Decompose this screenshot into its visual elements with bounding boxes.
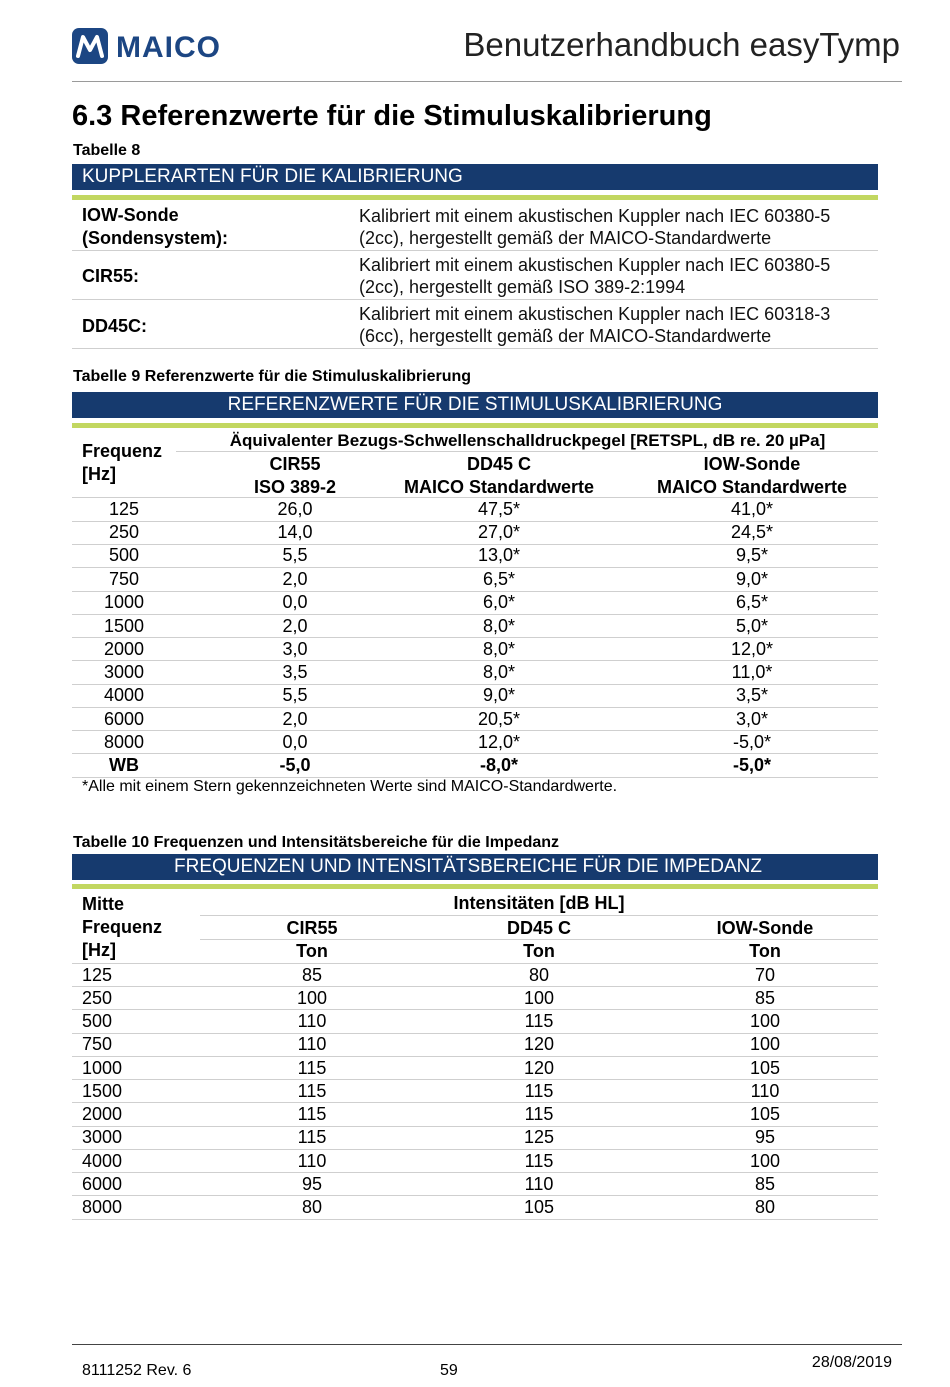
cell-iow-sonde: 80 (754, 1197, 776, 1217)
table9-row (72, 544, 878, 567)
cell-dd45c: -8,0* (479, 755, 519, 775)
table10-row (72, 1150, 878, 1173)
cell-cir55: 2,0 (282, 569, 308, 589)
cell-dd45c: 105 (523, 1197, 555, 1217)
table10-row (72, 1103, 878, 1126)
header-line: CIR55 (286, 918, 338, 938)
cell-dd45c: 27,0* (477, 522, 521, 542)
row-label: CIR55: (82, 266, 140, 286)
cell-dd45c: 115 (524, 1011, 554, 1031)
cell-dd45c: 8,0* (482, 616, 516, 636)
cell-iow-sonde: 100 (749, 1151, 781, 1171)
header-line: Frequenz (82, 917, 163, 937)
document-date: 28/08/2019 (811, 1354, 892, 1371)
cell-frequency: 125 (82, 965, 113, 985)
table9-caption: Tabelle 9 Referenzwerte für die Stimuluskalibrierung (73, 368, 472, 385)
cell-frequency: 1000 (103, 592, 145, 612)
table9-row (72, 661, 878, 684)
header-line: IOW-Sonde (703, 454, 801, 474)
cell-dd45c: 12,0* (477, 732, 521, 752)
header-line: CIR55 (269, 454, 321, 474)
cell-iow-sonde: 3,5* (735, 685, 769, 705)
table10-row (72, 964, 878, 987)
table8-caption: Tabelle 8 (73, 142, 141, 159)
cell-iow-sonde: -5,0* (732, 732, 772, 752)
table10-row (72, 1010, 878, 1033)
table9-row (72, 615, 878, 638)
row-description-line: Kalibriert mit einem akustischen Kuppler nach IEC 60380-5 (359, 206, 831, 226)
row-description (359, 303, 830, 347)
header-line: MAICO Standardwerte (403, 477, 595, 497)
table10-accent-rule (72, 884, 878, 889)
cell-iow-sonde: 12,0* (730, 639, 774, 659)
cell-frequency: 6000 (82, 1174, 123, 1194)
column-subheader-cir55: Ton (296, 941, 328, 961)
row-description-line: Kalibriert mit einem akustischen Kuppler nach IEC 60380-5 (359, 255, 831, 275)
table10-row (72, 1057, 878, 1080)
svg-text:MAICO: MAICO (116, 31, 221, 64)
cell-frequency: 250 (108, 522, 140, 542)
table9-row (72, 498, 878, 521)
cell-dd45c: 115 (524, 1081, 554, 1101)
table9-accent-rule (72, 423, 878, 428)
cell-iow-sonde: 5,0* (735, 616, 769, 636)
cell-frequency: 750 (82, 1034, 113, 1054)
cell-iow-sonde: 70 (754, 965, 776, 985)
table9-row (72, 731, 878, 754)
cell-iow-sonde: 85 (754, 988, 776, 1008)
header-line: DD45 C (466, 454, 532, 474)
cell-iow-sonde: 9,5* (735, 545, 769, 565)
table9-title-bar: REFERENZWERTE FÜR DIE STIMULUSKALIBRIERUNG (72, 392, 878, 418)
cell-iow-sonde: -5,0* (732, 755, 772, 775)
cell-dd45c: 120 (523, 1034, 555, 1054)
header-divider (176, 451, 878, 452)
cell-dd45c: 47,5* (477, 499, 521, 519)
cell-cir55: 110 (297, 1011, 327, 1031)
cell-iow-sonde: 95 (754, 1127, 776, 1147)
cell-dd45c: 80 (528, 965, 550, 985)
column-header-iow-sonde (665, 917, 865, 940)
row-divider (72, 299, 878, 300)
cell-cir55: 5,5 (282, 545, 308, 565)
header-divider (72, 81, 902, 82)
cell-dd45c: 115 (524, 1104, 554, 1124)
table9-row (72, 568, 878, 591)
row-description (359, 205, 830, 249)
row-description-line: (2cc), hergestellt gemäß der MAICO-Standardwerte (359, 228, 772, 248)
cell-cir55: 2,0 (282, 709, 308, 729)
header-line: DD45 C (506, 918, 572, 938)
row-description-line: (2cc), hergestellt gemäß ISO 389-2:1994 (359, 277, 686, 297)
cell-frequency: 4000 (82, 1151, 123, 1171)
frequency-header (82, 440, 162, 486)
cell-frequency: 1500 (103, 616, 145, 636)
cell-frequency: 750 (108, 569, 140, 589)
column-subheader-iow-sonde: Ton (749, 941, 781, 961)
document-number: 8111252 Rev. 6 (82, 1362, 192, 1379)
header-line: [Hz] (82, 464, 116, 484)
page-number: 59 (440, 1362, 458, 1379)
column-header-dd45c (396, 453, 602, 499)
table10-title-bar: FREQUENZEN UND INTENSITÄTSBEREICHE FÜR DIE IMPEDANZ (72, 854, 878, 880)
header-line: Mitte (82, 894, 124, 914)
table8-accent-rule (72, 195, 878, 200)
cell-frequency: 1500 (82, 1081, 123, 1101)
cell-cir55: 115 (297, 1058, 327, 1078)
cell-cir55: 3,5 (282, 662, 308, 682)
column-header-cir55 (207, 453, 383, 499)
cell-cir55: 115 (297, 1104, 327, 1124)
cell-frequency: 2000 (82, 1104, 123, 1124)
cell-dd45c: 13,0* (477, 545, 521, 565)
cell-iow-sonde: 105 (749, 1104, 781, 1124)
cell-cir55: 95 (301, 1174, 323, 1194)
cell-frequency: 125 (108, 499, 140, 519)
cell-frequency: 500 (82, 1011, 113, 1031)
cell-cir55: 115 (297, 1081, 327, 1101)
cell-iow-sonde: 24,5* (730, 522, 774, 542)
row-label-line: IOW-Sonde (82, 205, 179, 225)
table10-caption: Tabelle 10 Frequenzen und Intensitätsbereiche für die Impedanz (73, 834, 560, 851)
cell-dd45c: 115 (524, 1151, 554, 1171)
cell-cir55: 85 (301, 965, 323, 985)
header-divider (200, 915, 878, 916)
footer-divider (72, 1344, 902, 1345)
cell-dd45c: 8,0* (482, 639, 516, 659)
cell-dd45c: 20,5* (477, 709, 521, 729)
table9-row (72, 708, 878, 731)
table9-row (72, 638, 878, 661)
column-header-cir55 (212, 917, 412, 940)
maico-logo (72, 26, 262, 66)
cell-dd45c: 110 (524, 1174, 554, 1194)
cell-iow-sonde: 41,0* (730, 499, 774, 519)
cell-iow-sonde: 105 (749, 1058, 781, 1078)
cell-dd45c: 6,0* (482, 592, 516, 612)
cell-frequency: 1000 (82, 1058, 123, 1078)
cell-frequency: 250 (82, 988, 113, 1008)
header-line: IOW-Sonde (716, 918, 814, 938)
cell-frequency: 2000 (103, 639, 145, 659)
cell-frequency: WB (109, 755, 139, 775)
table9-row (72, 591, 878, 614)
cell-iow-sonde: 3,0* (735, 709, 769, 729)
cell-frequency: 8000 (82, 1197, 123, 1217)
cell-cir55: 80 (301, 1197, 323, 1217)
cell-iow-sonde: 110 (750, 1081, 780, 1101)
cell-cir55: 0,0 (282, 732, 308, 752)
cell-frequency: 500 (108, 545, 140, 565)
cell-cir55: 100 (296, 988, 328, 1008)
table10-row (72, 1126, 878, 1149)
column-header-iow-sonde (642, 453, 862, 499)
header-line: Frequenz (82, 441, 163, 461)
row-description (359, 254, 830, 298)
cell-cir55: 110 (297, 1034, 327, 1054)
table9-footnote: *Alle mit einem Stern gekennzeichneten Werte sind MAICO-Standardwerte. (82, 778, 618, 795)
cell-iow-sonde: 11,0* (731, 662, 773, 682)
cell-dd45c: 120 (523, 1058, 555, 1078)
row-divider (72, 348, 878, 349)
cell-iow-sonde: 85 (754, 1174, 776, 1194)
cell-cir55: 110 (297, 1151, 327, 1171)
cell-frequency: 8000 (103, 732, 145, 752)
column-header-dd45c (439, 917, 639, 940)
cell-iow-sonde: 100 (749, 1011, 781, 1031)
frequency-header (82, 893, 162, 962)
cell-dd45c: 9,0* (482, 685, 516, 705)
table10-row (72, 1080, 878, 1103)
retspl-group-header: Äquivalenter Bezugs-Schwellenschalldruckpegel [RETSPL, dB re. 20 µPa] (229, 431, 826, 450)
row-divider (72, 250, 878, 251)
cell-dd45c: 100 (523, 988, 555, 1008)
cell-iow-sonde: 9,0* (735, 569, 769, 589)
table10-row (72, 1173, 878, 1196)
cell-cir55: 5,5 (282, 685, 308, 705)
cell-cir55: 115 (297, 1127, 327, 1147)
row-description-line: (6cc), hergestellt gemäß der MAICO-Standardwerte (359, 326, 772, 346)
document-title: Benutzerhandbuch easyTymp (463, 26, 900, 63)
cell-frequency: 3000 (82, 1127, 123, 1147)
table8-title-bar: KUPPLERARTEN FÜR DIE KALIBRIERUNG (72, 164, 878, 190)
row-label: DD45C: (82, 316, 148, 336)
cell-frequency: 3000 (103, 662, 145, 682)
cell-iow-sonde: 100 (749, 1034, 781, 1054)
table10-row (72, 1033, 878, 1056)
column-subheader-dd45c: Ton (523, 941, 555, 961)
header-line: MAICO Standardwerte (656, 477, 848, 497)
cell-dd45c: 8,0* (482, 662, 516, 682)
cell-cir55: 3,0 (282, 639, 308, 659)
table10-row (72, 987, 878, 1010)
cell-cir55: -5,0 (279, 755, 311, 775)
header-line: [Hz] (82, 940, 116, 960)
cell-dd45c: 6,5* (482, 569, 516, 589)
table9-row (72, 521, 878, 544)
header-line: ISO 389-2 (253, 477, 337, 497)
section-heading: 6.3 Referenzwerte für die Stimuluskalibrierung (72, 100, 712, 132)
cell-cir55: 14,0 (277, 522, 313, 542)
cell-iow-sonde: 6,5* (735, 592, 769, 612)
cell-cir55: 0,0 (282, 592, 308, 612)
intensity-group-header: Intensitäten [dB HL] (453, 893, 625, 913)
cell-cir55: 26,0 (277, 499, 313, 519)
cell-dd45c: 125 (523, 1127, 555, 1147)
table10-row (72, 1196, 878, 1219)
row-label (82, 204, 228, 250)
table9-row (72, 684, 878, 707)
row-label-line: (Sondensystem): (82, 228, 229, 248)
row-description-line: Kalibriert mit einem akustischen Kuppler nach IEC 60318-3 (359, 304, 831, 324)
table9-row (72, 754, 878, 777)
cell-cir55: 2,0 (282, 616, 308, 636)
cell-frequency: 6000 (103, 709, 145, 729)
row-divider (72, 1219, 878, 1220)
cell-frequency: 4000 (103, 685, 145, 705)
